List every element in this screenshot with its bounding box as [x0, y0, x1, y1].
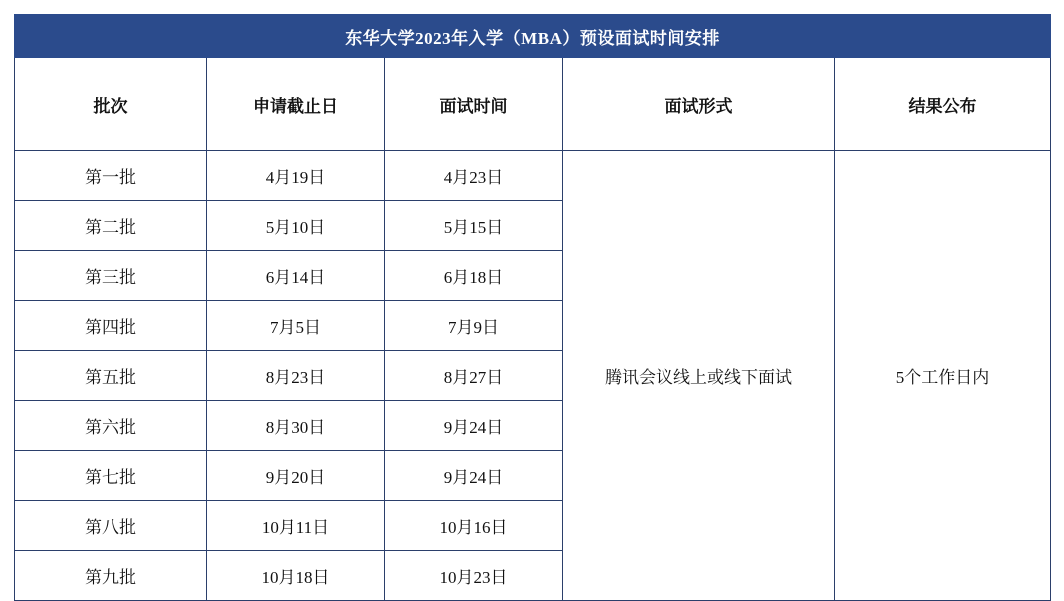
- interview-schedule-table: [14, 14, 1051, 601]
- cell-deadline: 4月19日: [207, 151, 385, 201]
- cell-deadline: 10月11日: [207, 501, 385, 551]
- cell-interview-time: 10月16日: [385, 501, 563, 551]
- cell-batch: 第四批: [15, 301, 207, 351]
- cell-batch: 第五批: [15, 351, 207, 401]
- cell-batch: 第九批: [15, 551, 207, 601]
- cell-deadline: 5月10日: [207, 201, 385, 251]
- cell-interview-time: 6月18日: [385, 251, 563, 301]
- cell-batch: 第七批: [15, 451, 207, 501]
- column-header-batch: 批次: [15, 58, 207, 151]
- column-header-interview-format: 面试形式: [563, 58, 835, 151]
- cell-deadline: 8月23日: [207, 351, 385, 401]
- table-header-row: [15, 58, 1051, 151]
- cell-batch: 第一批: [15, 151, 207, 201]
- column-header-deadline: 申请截止日: [207, 58, 385, 151]
- cell-interview-time: 9月24日: [385, 451, 563, 501]
- cell-deadline: 7月5日: [207, 301, 385, 351]
- cell-interview-time: 5月15日: [385, 201, 563, 251]
- cell-batch: 第八批: [15, 501, 207, 551]
- cell-deadline: 8月30日: [207, 401, 385, 451]
- cell-interview-time: 8月27日: [385, 351, 563, 401]
- table-row: [15, 151, 1051, 201]
- schedule-table-wrapper: [14, 14, 1050, 601]
- cell-interview-time: 7月9日: [385, 301, 563, 351]
- cell-batch: 第六批: [15, 401, 207, 451]
- cell-deadline: 9月20日: [207, 451, 385, 501]
- column-header-interview-time: 面试时间: [385, 58, 563, 151]
- cell-interview-time: 9月24日: [385, 401, 563, 451]
- cell-interview-format: 腾讯会议线上或线下面试: [563, 151, 835, 601]
- cell-batch: 第二批: [15, 201, 207, 251]
- cell-interview-time: 4月23日: [385, 151, 563, 201]
- column-header-result: 结果公布: [835, 58, 1051, 151]
- cell-deadline: 10月18日: [207, 551, 385, 601]
- cell-interview-time: 10月23日: [385, 551, 563, 601]
- table-title-row: [15, 15, 1051, 58]
- cell-result-announcement: 5个工作日内: [835, 151, 1051, 601]
- table-title: 东华大学2023年入学（MBA）预设面试时间安排: [15, 15, 1051, 58]
- cell-batch: 第三批: [15, 251, 207, 301]
- cell-deadline: 6月14日: [207, 251, 385, 301]
